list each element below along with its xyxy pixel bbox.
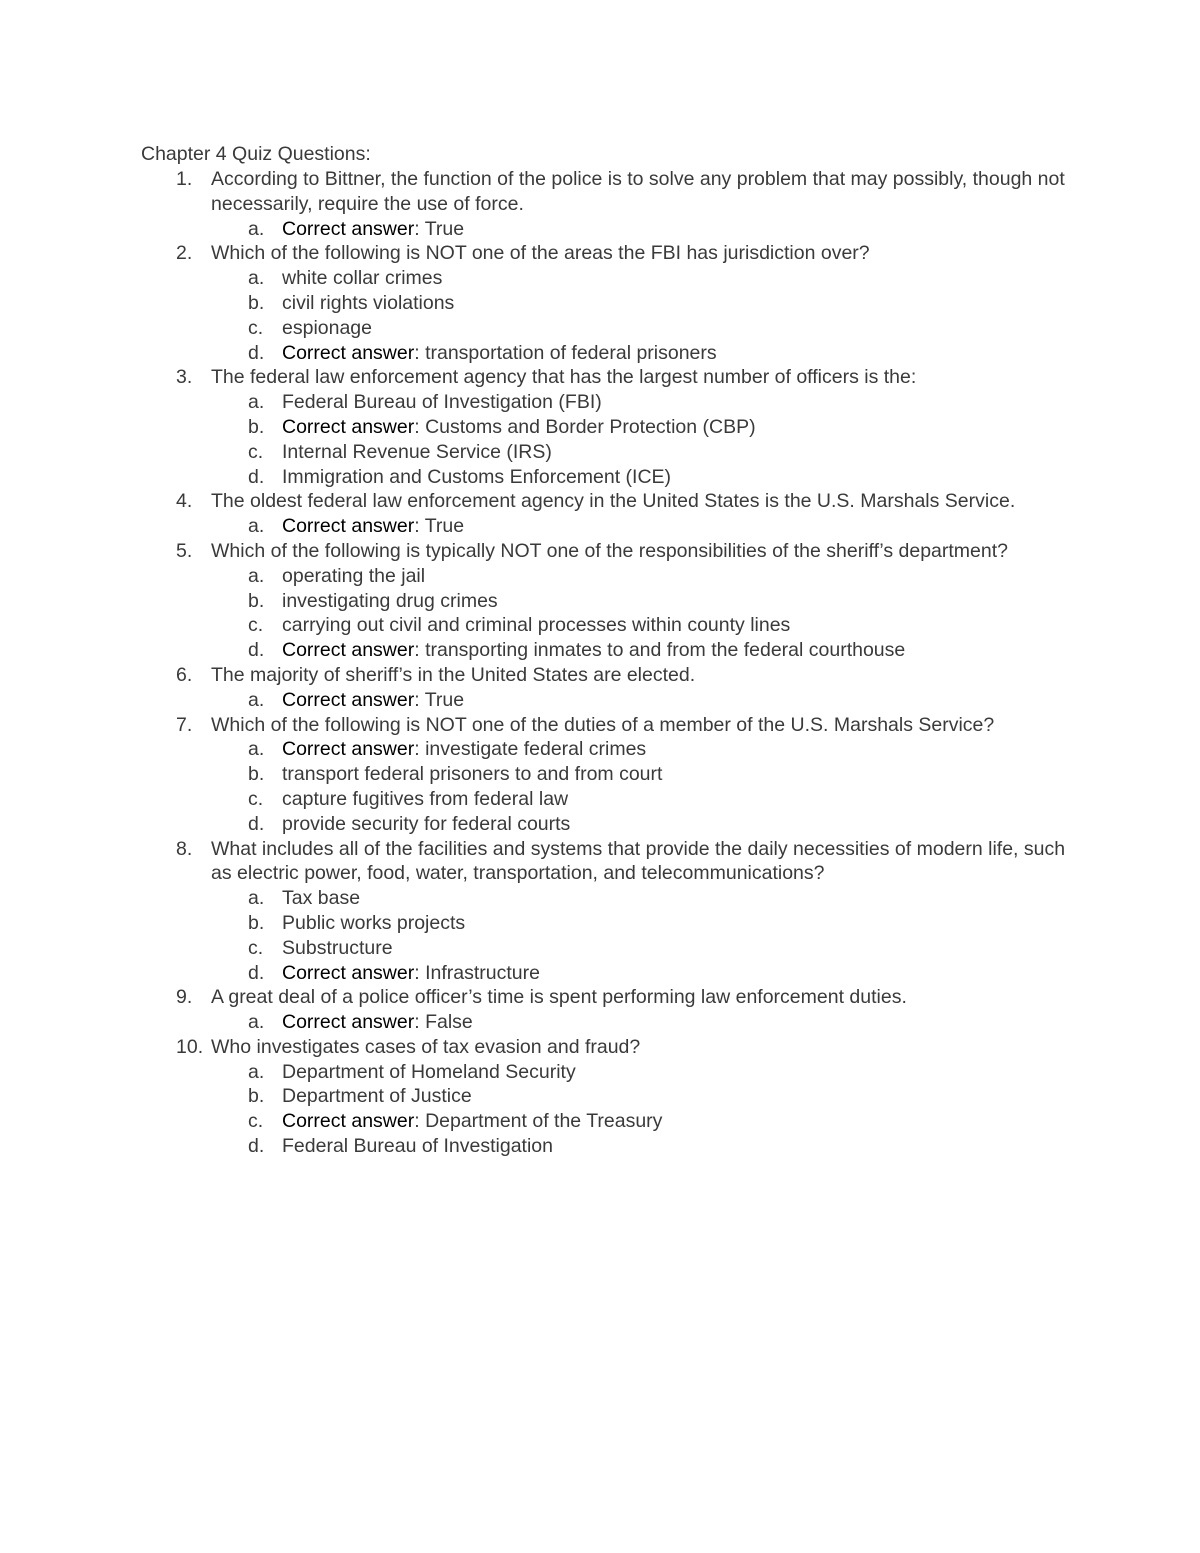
answer-option-correct: d. Correct answer: transportation of federal prisoners [248, 341, 717, 364]
answer-option [211, 886, 1071, 911]
correct-answer-label: Correct answer [282, 738, 415, 761]
option-text: Federal Bureau of Investigation [282, 1135, 554, 1158]
option-text: transportation of federal prisoners [425, 341, 717, 364]
answer-option-correct: b. Correct answer: Customs and Border Protection (CBP) [248, 415, 756, 438]
option-letter: a. [248, 391, 265, 414]
quiz-question [0, 1035, 1071, 1159]
page-title: Chapter 4 Quiz Questions: [141, 143, 371, 165]
option-letter: b. [248, 1085, 265, 1108]
option-text: Department of the Treasury [425, 1110, 663, 1133]
option-letter: c. [248, 936, 264, 959]
question-number: 1. [176, 168, 193, 190]
quiz-question [0, 241, 1071, 365]
option-text: investigating drug crimes [282, 589, 498, 612]
question-text: Which of the following is typically NOT one of the responsibilities of the sheriff’s department? [211, 539, 1009, 562]
option-letter: a. [248, 267, 265, 290]
option-text: investigate federal crimes [425, 738, 647, 761]
option-text: Substructure [282, 936, 393, 959]
answer-option [211, 316, 1071, 341]
option-letter: d. [248, 639, 265, 662]
correct-answer-label: Correct answer [282, 341, 415, 364]
option-letter: d. [248, 341, 265, 364]
question-number: 8. [176, 837, 193, 860]
option-text: Customs and Border Protection (CBP) [425, 415, 756, 438]
correct-answer-label: Correct answer [282, 415, 415, 438]
answer-option [211, 1084, 1071, 1109]
answer-option [211, 812, 1071, 837]
answer-option [211, 1134, 1071, 1159]
answer-option-correct: c. Correct answer: Department of the Treasury [248, 1110, 663, 1133]
option-letter: a. [248, 217, 265, 240]
option-letter: b. [248, 911, 265, 934]
option-text: capture fugitives from federal law [282, 787, 569, 810]
question-number: 9. [176, 986, 193, 1009]
option-letter: c. [248, 316, 264, 339]
question-number: 3. [176, 366, 193, 389]
option-letter: b. [248, 589, 265, 612]
correct-answer-label: Correct answer [282, 515, 415, 538]
question-number: 6. [176, 663, 193, 686]
quiz-question [0, 985, 1071, 1035]
question-number: 7. [176, 713, 193, 736]
quiz-question [0, 837, 1071, 986]
answer-option [211, 266, 1071, 291]
option-text: white collar crimes [282, 267, 443, 290]
option-text: transport federal prisoners to and from court [282, 763, 663, 786]
question-text: A great deal of a police officer’s time is spent performing law enforcement duties. [211, 986, 907, 1009]
answer-option-correct: a. Correct answer: True [248, 688, 465, 711]
option-text: operating the jail [282, 564, 426, 587]
quiz-question [0, 167, 1071, 241]
option-letter: a. [248, 564, 265, 587]
correct-answer-label: Correct answer [282, 1110, 415, 1133]
question-text: According to Bittner, the function of the police is to solve any problem that may possibly, though not necessarily, require the use of force. [211, 168, 1065, 215]
correct-answer-label: Correct answer [282, 688, 415, 711]
question-text: The majority of sheriff’s in the United States are elected. [211, 663, 696, 686]
answer-option [211, 613, 1071, 638]
option-text: Federal Bureau of Investigation (FBI) [282, 391, 602, 414]
option-letter: b. [248, 415, 265, 438]
question-text: The federal law enforcement agency that has the largest number of officers is the: [211, 366, 917, 389]
option-letter: c. [248, 614, 264, 637]
answer-option [211, 936, 1071, 961]
answer-option [211, 762, 1071, 787]
option-letter: c. [248, 1110, 264, 1133]
option-text: espionage [282, 316, 372, 339]
answer-option [211, 787, 1071, 812]
correct-answer-label: Correct answer [282, 639, 415, 662]
option-letter: a. [248, 738, 265, 761]
answer-option [211, 440, 1071, 465]
option-text: Infrastructure [425, 961, 540, 984]
option-text: True [424, 688, 465, 711]
quiz-question [0, 539, 1071, 663]
option-text: True [424, 515, 465, 538]
quiz-question [0, 713, 1071, 837]
option-text: False [425, 1011, 473, 1034]
answer-option [211, 465, 1071, 490]
option-letter: b. [248, 763, 265, 786]
answer-option [211, 564, 1071, 589]
answer-option [211, 589, 1071, 614]
option-text: Public works projects [282, 911, 466, 934]
option-text: Internal Revenue Service (IRS) [282, 440, 552, 463]
option-text: Department of Homeland Security [282, 1060, 576, 1083]
option-letter: c. [248, 440, 264, 463]
question-number: 10. [176, 1035, 204, 1058]
answer-option [211, 911, 1071, 936]
correct-answer-label: Correct answer [282, 217, 415, 240]
answer-option [211, 1060, 1071, 1085]
correct-answer-label: Correct answer [282, 961, 415, 984]
option-text: civil rights violations [282, 291, 455, 314]
quiz-question [0, 365, 1071, 489]
option-text: provide security for federal courts [282, 812, 571, 835]
option-letter: b. [248, 291, 265, 314]
option-text: transporting inmates to and from the federal courthouse [425, 639, 906, 662]
question-text: Which of the following is NOT one of the duties of a member of the U.S. Marshals Service? [211, 713, 995, 736]
option-text: Tax base [282, 887, 361, 910]
question-number: 5. [176, 539, 193, 562]
option-letter: a. [248, 515, 265, 538]
question-text: Which of the following is NOT one of the areas the FBI has jurisdiction over? [211, 242, 870, 265]
option-letter: d. [248, 961, 265, 984]
option-letter: a. [248, 688, 265, 711]
option-text: carrying out civil and criminal processes within county lines [282, 614, 791, 637]
option-text: Department of Justice [282, 1085, 472, 1108]
option-letter: d. [248, 1135, 265, 1158]
answer-option-correct: d. Correct answer: Infrastructure [248, 961, 540, 984]
answer-option-correct: a. Correct answer: False [248, 1011, 473, 1034]
answer-option-correct: a. Correct answer: True [248, 515, 465, 538]
option-letter: a. [248, 887, 265, 910]
answer-option-correct: a. Correct answer: True [248, 217, 465, 240]
question-text: Who investigates cases of tax evasion and fraud? [211, 1035, 641, 1058]
quiz-question [0, 663, 1071, 713]
answer-option-correct: a. Correct answer: investigate federal crimes [248, 738, 647, 761]
option-text: True [424, 217, 465, 240]
question-text: What includes all of the facilities and systems that provide the daily necessities of modern life, such as electric power, food, water, transportation, and telecommunications? [211, 837, 1066, 885]
quiz-question-list [0, 167, 1200, 1159]
answer-option-correct: d. Correct answer: transporting inmates to and from the federal courthouse [248, 639, 906, 662]
option-letter: a. [248, 1011, 265, 1034]
option-letter: c. [248, 787, 264, 810]
question-number: 2. [176, 242, 193, 265]
question-text: The oldest federal law enforcement agency in the United States is the U.S. Marshals Service. [211, 490, 1016, 513]
answer-option [211, 390, 1071, 415]
option-letter: a. [248, 1060, 265, 1083]
answer-option [211, 291, 1071, 316]
correct-answer-label: Correct answer [282, 1011, 415, 1034]
option-text: Immigration and Customs Enforcement (ICE) [282, 465, 672, 488]
option-letter: d. [248, 465, 265, 488]
quiz-question [0, 489, 1071, 539]
option-letter: d. [248, 812, 265, 835]
question-number: 4. [176, 490, 193, 513]
